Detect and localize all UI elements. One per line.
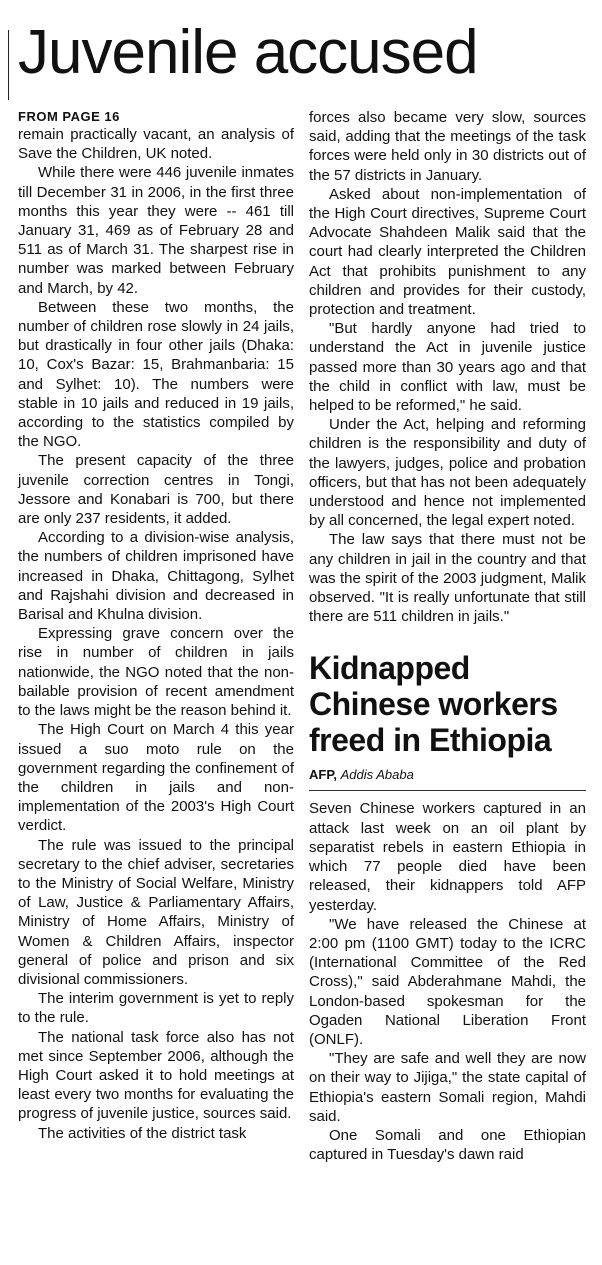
article-paragraph: Expressing grave concern over the rise in number of children in jails nationwide, the NGO noted that the non-bailable provision of recent amendment to the laws might be the reason behind it. [18,625,294,720]
right-column [309,108,586,1164]
byline [309,766,586,784]
article-paragraph: The present capacity of the three juvenile correction centres in Tongi, Jessore and Konabari is 700, but there are only 237 residents, it added. [18,452,294,528]
article-paragraph: "They are safe and well they are now on their way to Jijiga," the state capital of Ethiopia's eastern Somali region, Mahdi said. [309,1050,586,1125]
left-column [18,108,294,1143]
article-paragraph: remain practically vacant, an analysis of Save the Children, UK noted. [18,126,294,163]
article-paragraph: One Somali and one Ethiopian captured in Tuesday's dawn raid [309,1126,586,1164]
article-paragraph: While there were 446 juvenile inmates till December 31 in 2006, in the first three months this year they were -- 461 till January 31, 469 as of February 28 and 511 as of March 31. The sharpest rise in number was marked between February and March, by 42. [18,164,294,297]
divider [309,790,586,791]
byline-agency: AFP, [309,767,337,783]
continuation-kicker: FROM PAGE 16 [18,109,120,124]
article-paragraph: forces also became very slow, sources said, adding that the meetings of the task forces were held only in 30 districts out of the 57 districts in January. [309,109,586,184]
article-paragraph: The interim government is yet to reply to the rule. [18,990,294,1027]
article-paragraph: The national task force also has not met since September 2006, although the High Court asked it to hold meetings at least every two months for evaluating the progress of juvenile justice, sources said. [18,1028,294,1123]
article-paragraph: Under the Act, helping and reforming children is the responsibility and duty of the lawyers, judges, police and probation officers, but that has not been adequately understood and hence not implemented by all concerned, the legal expert noted. [309,416,586,530]
article-paragraph: Seven Chinese workers captured in an attack last week on an oil plant by separatist rebels in eastern Ethiopia in which 77 people died have been released, their kidnappers told AFP yesterday. [309,800,586,914]
article-paragraph: Between these two months, the number of children rose slowly in 24 jails, but drastically in four other jails (Dhaka: 10, Cox's Bazar: 15, Brahmanbaria: 15 and Sylhet: 10). The numbers were stable in 10 jails and reduced in 19 jails, according to the statistics compiled by the NGO. [18,298,294,451]
article-paragraph: Asked about non-implementation of the High Court directives, Supreme Court Advocate Shahdeen Malik said that the court had clearly interpreted the Children Act that prohibits punishment to any children and provides for their custody, protection and treatment. [309,185,586,319]
second-article-headline: Kidnapped Chinese workers freed in Ethiopia [309,650,558,759]
article-paragraph: "But hardly anyone had tried to understand the Act in juvenile justice passed more than 30 years ago and that the child in conflict with law, must be helped to be reformed," he said. [309,320,586,415]
byline-place: Addis Ababa [340,767,414,783]
article-paragraph: The High Court on March 4 this year issued a suo moto rule on the government regarding the confinement of the children in jails and non-implementation of the 2003's High Court verdict. [18,721,294,835]
article-paragraph: The activities of the district task [38,1124,247,1142]
article-paragraph: The rule was issued to the principal secretary to the chief adviser, secretaries to the Ministry of Social Welfare, Ministry of Law, Justice & Parliamentary Affairs, Ministry of Home Affairs, Ministry of Women & Children Affairs, inspector general of police and prison and six divisional commissioners. [18,836,294,988]
article-paragraph: "We have released the Chinese at 2:00 pm (1100 GMT) today to the ICRC (International Committee of the Red Cross)," said Abderahmane Mahdi, the London-based spokesman for the Ogaden National Liberation Front (ONLF). [309,915,586,1048]
article-paragraph: According to a division-wise analysis, the numbers of children imprisoned have increased in Dhaka, Chittagong, Sylhet and Rajshahi division and decreased in Barisal and Khulna division. [18,529,294,624]
article-paragraph: The law says that there must not be any children in jail in the country and that was the spirit of the 2003 judgment, Malik observed. "It is really unfortunate that still there are 511 children in jails." [309,531,586,626]
article-headline: Juvenile accused [18,18,478,87]
column-rule [8,30,9,100]
